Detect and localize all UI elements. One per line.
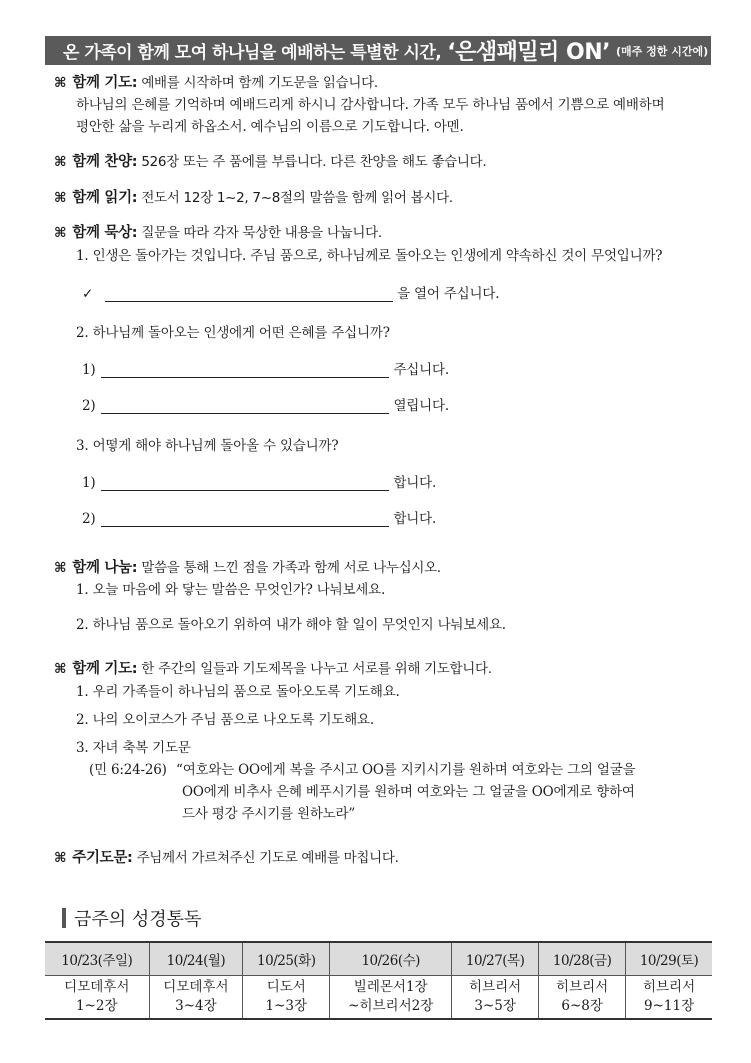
answer-number: 1) (82, 362, 96, 378)
section-heading: 함께 읽기: (72, 190, 138, 206)
answer-number: 2) (82, 511, 96, 527)
reading-book: 디모데후서 (163, 979, 229, 995)
date-header: 10/29(토) (626, 942, 712, 976)
prayer-item-1: 1. 우리 가족들이 하나님의 품으로 돌아오도록 기도해요. (76, 684, 400, 700)
section-group-prayer (54, 657, 492, 678)
blessing-line-3: 드사 평강 주시기를 원하노라” (182, 806, 356, 822)
blessing-line-1: “여호와는 OO에게 복을 주시고 OO를 지키시기를 원하며 여호와는 그의 얼굴을 (176, 762, 636, 778)
reading-book: 디도서 (266, 979, 306, 995)
answer-2-2-row (82, 394, 449, 414)
reading-chapters: 9~11장 (644, 998, 695, 1014)
section-lords-prayer (54, 846, 399, 867)
reading-chapters: 6~8장 (561, 998, 603, 1014)
answer-3-1-row (82, 471, 436, 491)
reading-cell (330, 976, 452, 1020)
answer-suffix: 합니다. (393, 475, 437, 491)
section-description: 526장 또는 주 품에를 부릅니다. 다른 찬양을 해도 좋습니다. (141, 154, 487, 170)
banner-text: 온 가족이 함께 모여 하나님을 예배하는 특별한 시간, (63, 43, 442, 63)
answer-3-2-row (82, 507, 436, 527)
section-description: 말씀을 통해 느낀 점을 가족과 함께 서로 나누십시오. (141, 560, 441, 576)
section-description: 한 주간의 일들과 기도제목을 나누고 서로를 위해 기도합니다. (141, 661, 492, 677)
section-heading: 함께 나눔: (72, 560, 138, 576)
reading-book: 히브리서 (556, 979, 609, 995)
section-mark-icon: ⌘ (54, 225, 67, 241)
section-heading: 함께 찬양: (72, 154, 138, 170)
date-header: 10/23(주일) (45, 942, 149, 976)
answer-2-1-blank[interactable] (101, 363, 389, 378)
blessing-reference: (민 6:24-26) (89, 762, 167, 778)
prayer-item-3: 3. 자녀 축복 기도문 (76, 740, 191, 756)
reading-cell (149, 976, 243, 1020)
reading-book: 히브리서 (642, 979, 696, 995)
answer-suffix: 주십니다. (393, 362, 449, 378)
answer-2-1-row (82, 358, 449, 378)
date-header: 10/24(월) (149, 942, 243, 976)
reading-cell (539, 976, 626, 1020)
page-banner (45, 36, 711, 65)
question-3: 3. 어떻게 해야 하나님께 돌아올 수 있습니까? (76, 438, 339, 454)
reading-cell (452, 976, 539, 1020)
opening-prayer-line-1: 하나님의 은혜를 기억하며 예배드리게 하시니 감사합니다. 가족 모두 하나님 품에서 기쁨으로 예배하며 (76, 97, 665, 113)
section-description: 전도서 12장 1~2, 7~8절의 말씀을 함께 읽어 봅시다. (141, 190, 453, 206)
reading-chapters: 3~5장 (474, 998, 516, 1014)
opening-prayer-line-2: 평안한 삶을 누리게 하옵소서. 예수님의 이름으로 기도합니다. 아멘. (76, 119, 464, 135)
weekly-reading-table (45, 941, 712, 1020)
section-heading: 함께 기도: (72, 661, 138, 677)
answer-number: 1) (82, 475, 96, 491)
reading-chapters: 3~4장 (175, 998, 217, 1014)
section-meditation (54, 221, 382, 242)
weekly-reading-heading (62, 905, 201, 931)
section-description: 예배를 시작하며 함께 기도문을 읽습니다. (141, 75, 378, 91)
section-heading: 주기도문: (72, 850, 133, 866)
section-description: 질문을 따라 각자 묵상한 내용을 나눕니다. (141, 225, 382, 241)
question-2: 2. 하나님께 돌아오는 인생에게 어떤 은혜를 주십니까? (76, 325, 390, 341)
reading-cell (626, 976, 712, 1020)
answer-1-suffix: 을 열어 주십니다. (397, 286, 500, 302)
banner-program-name: ‘은샘패밀리 ON’ (447, 40, 610, 65)
answer-3-1-blank[interactable] (101, 476, 389, 491)
reading-book: 히브리서 (469, 979, 522, 995)
section-description: 주님께서 가르쳐주신 기도로 예배를 마칩니다. (136, 850, 399, 866)
answer-2-2-blank[interactable] (101, 399, 389, 414)
reading-cell (243, 976, 330, 1020)
answer-1-row (82, 282, 499, 302)
section-sharing (54, 556, 441, 577)
table-row (45, 976, 712, 1020)
section-reading (54, 186, 453, 207)
section-heading: 함께 묵상: (72, 225, 138, 241)
reading-chapters: ~히브리서2장 (348, 998, 434, 1014)
blessing-line-2: OO에게 비추사 은혜 베푸시기를 원하며 여호와는 그 얼굴을 OO에게로 향하여 (182, 784, 635, 800)
reading-book: 디모데후서 (64, 979, 130, 995)
question-1: 1. 인생은 돌아가는 것입니다. 주님 품으로, 하나님께로 돌아오는 인생에게 약속하신 것이 무엇입니까? (76, 248, 663, 264)
section-mark-icon: ⌘ (54, 190, 67, 206)
date-header: 10/26(수) (330, 942, 452, 976)
answer-suffix: 열립니다. (393, 398, 449, 414)
check-icon: ✓ (82, 286, 94, 302)
heading-bar (62, 908, 66, 928)
sharing-item-1: 1. 오늘 마음에 와 닿는 말씀은 무엇인가? 나눠보세요. (76, 582, 386, 598)
answer-1-blank[interactable] (105, 287, 393, 302)
date-header: 10/25(화) (243, 942, 330, 976)
weekly-reading-title: 금주의 성경통독 (74, 909, 202, 930)
section-mark-icon: ⌘ (54, 850, 67, 866)
reading-chapters: 1~2장 (76, 998, 118, 1014)
answer-suffix: 합니다. (393, 511, 437, 527)
section-mark-icon: ⌘ (54, 75, 67, 91)
sharing-item-2: 2. 하나님 품으로 돌아오기 위하여 내가 해야 할 일이 무엇인지 나눠보세요. (76, 617, 506, 633)
answer-number: 2) (82, 398, 96, 414)
reading-book: 빌레몬서1장 (353, 979, 428, 995)
date-header: 10/28(금) (539, 942, 626, 976)
section-praise (54, 150, 486, 171)
answer-3-2-blank[interactable] (101, 512, 389, 527)
section-mark-icon: ⌘ (54, 560, 67, 576)
reading-cell (45, 976, 149, 1020)
prayer-item-2: 2. 나의 오이코스가 주님 품으로 나오도록 기도해요. (76, 712, 374, 728)
section-mark-icon: ⌘ (54, 154, 67, 170)
table-header-row (45, 942, 712, 976)
banner-schedule: (매주 정한 시간에) (616, 44, 709, 58)
section-mark-icon: ⌘ (54, 661, 67, 677)
section-opening-prayer (54, 71, 378, 92)
section-heading: 함께 기도: (72, 75, 138, 91)
reading-chapters: 1~3장 (265, 998, 308, 1014)
date-header: 10/27(목) (452, 942, 539, 976)
